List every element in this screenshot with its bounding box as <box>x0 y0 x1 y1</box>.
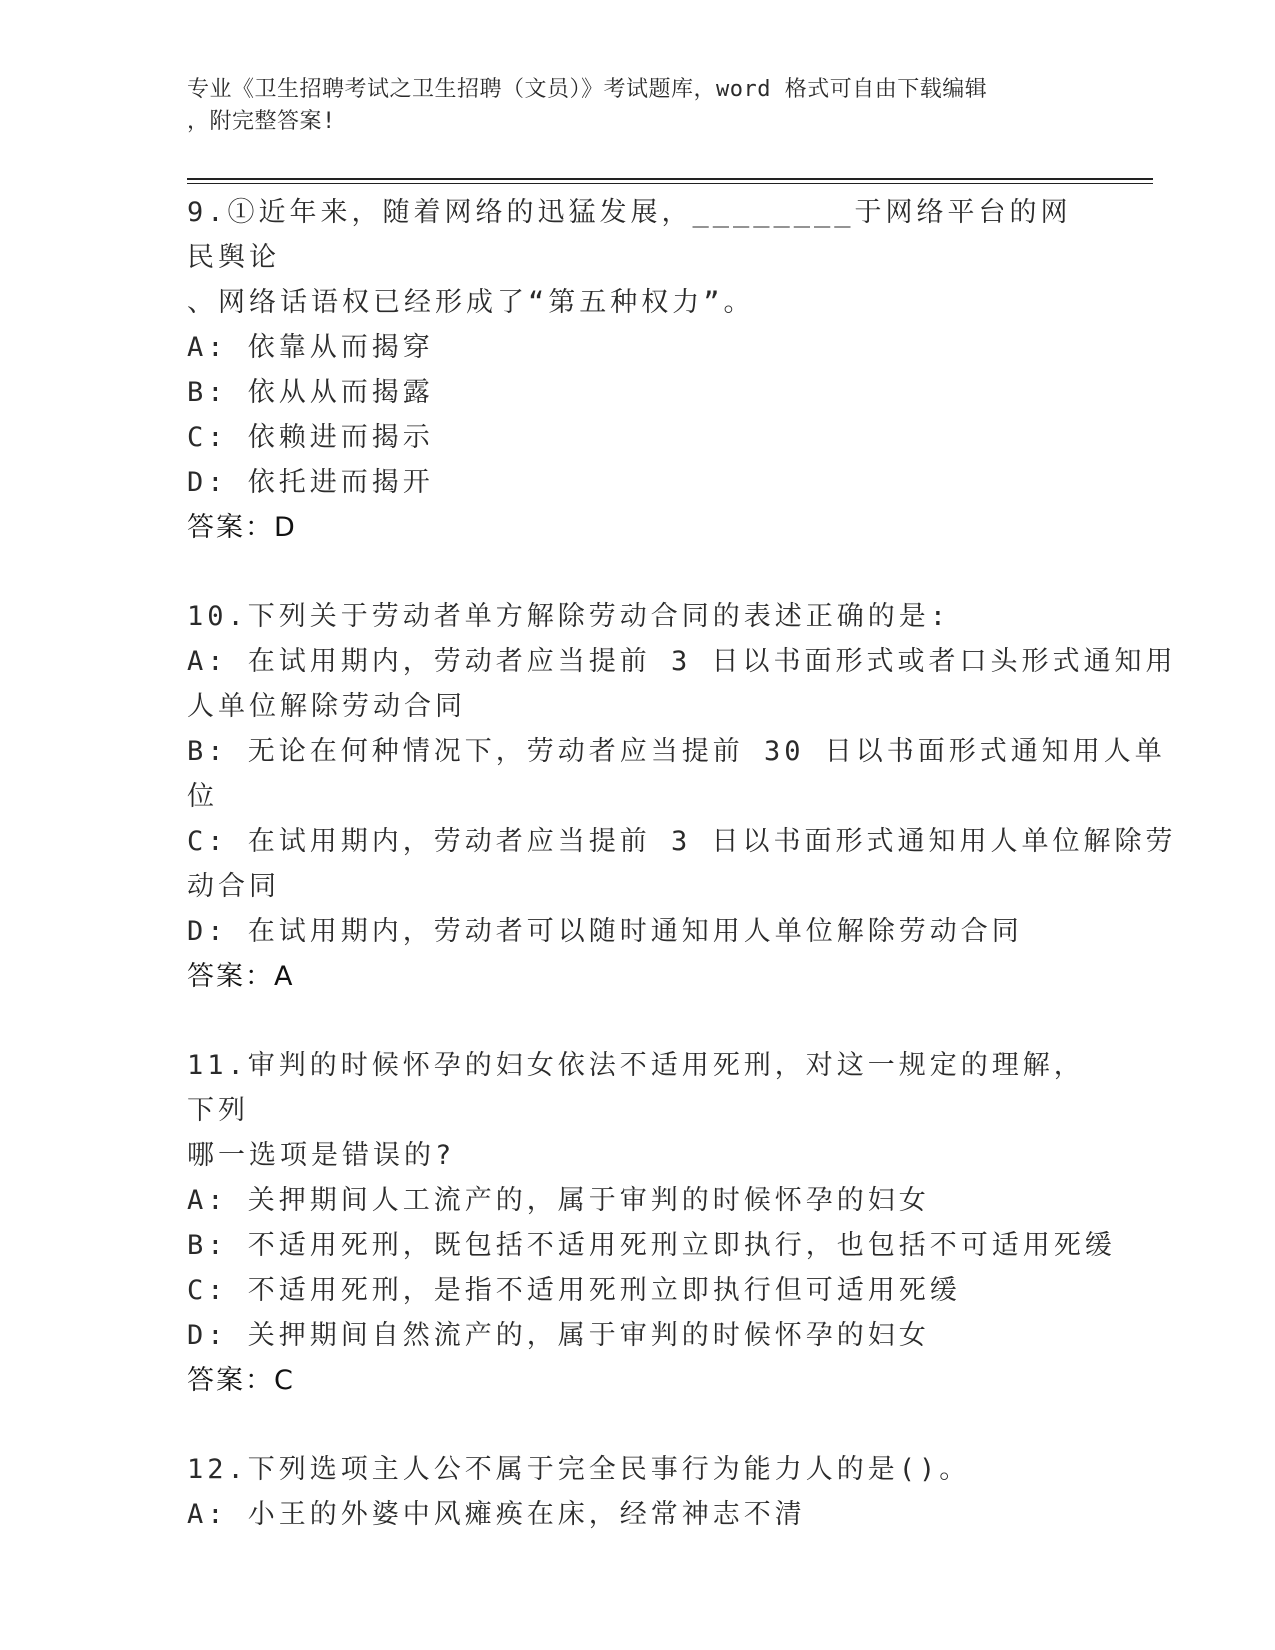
option-d: D: 在试用期内，劳动者可以随时通知用人单位解除劳动合同 <box>187 916 1023 947</box>
option-c-continued: 动合同 <box>187 871 280 902</box>
question-12 <box>187 1447 1087 1537</box>
option-c: C: 不适用死刑，是指不适用死刑立即执行但可适用死缓 <box>187 1275 961 1306</box>
question-stem: 9.①近年来，随着网络的迅猛发展，________于网络平台的网民舆论 <box>187 197 1072 273</box>
option-d: D: 依托进而揭开 <box>187 467 434 498</box>
option-b: B: 不适用死刑，既包括不适用死刑立即执行，也包括不可适用死缓 <box>187 1230 1116 1261</box>
question-stem: 12.下列选项主人公不属于完全民事行为能力人的是()。 <box>187 1454 971 1485</box>
document-header <box>187 74 1067 138</box>
option-a: A: 小王的外婆中风瘫痪在床，经常神志不清 <box>187 1499 806 1530</box>
option-c: C: 在试用期内，劳动者应当提前 3 日以书面形式通知用人单位解除劳 <box>187 826 1177 857</box>
question-stem: 、网络话语权已经形成了“第五种权力”。 <box>187 287 755 318</box>
option-d: D: 关押期间自然流产的，属于审判的时候怀孕的妇女 <box>187 1320 930 1351</box>
header-line-1: 专业《卫生招聘考试之卫生招聘（文员）》考试题库，word 格式可自由下载编辑 <box>187 77 988 102</box>
answer-label: 答案：D <box>187 512 297 543</box>
option-b-continued: 位 <box>187 781 218 812</box>
question-10 <box>187 594 1177 999</box>
header-line-2: ，附完整答案! <box>187 109 336 134</box>
option-a-continued: 人单位解除劳动合同 <box>187 691 466 722</box>
option-a: A: 在试用期内，劳动者应当提前 3 日以书面形式或者口头形式通知用 <box>187 646 1177 677</box>
question-9 <box>187 190 1087 550</box>
option-c: C: 依赖进而揭示 <box>187 422 434 453</box>
answer-label: 答案：C <box>187 1365 295 1396</box>
option-b: B: 无论在何种情况下，劳动者应当提前 30 日以书面形式通知用人单 <box>187 736 1166 767</box>
option-a: A: 关押期间人工流产的，属于审判的时候怀孕的妇女 <box>187 1185 930 1216</box>
question-11 <box>187 1043 1116 1403</box>
header-rule-thick <box>187 178 1153 180</box>
question-stem: 10.下列关于劳动者单方解除劳动合同的表述正确的是: <box>187 601 951 632</box>
answer-label: 答案：A <box>187 961 295 992</box>
header-rule-thin <box>187 183 1153 184</box>
question-list <box>187 190 1177 1581</box>
option-b: B: 依从从而揭露 <box>187 377 434 408</box>
option-a: A: 依靠从而揭穿 <box>187 332 434 363</box>
question-stem: 11.审判的时候怀孕的妇女依法不适用死刑，对这一规定的理解，下列 <box>187 1050 1085 1126</box>
question-stem: 哪一选项是错误的? <box>187 1140 456 1171</box>
